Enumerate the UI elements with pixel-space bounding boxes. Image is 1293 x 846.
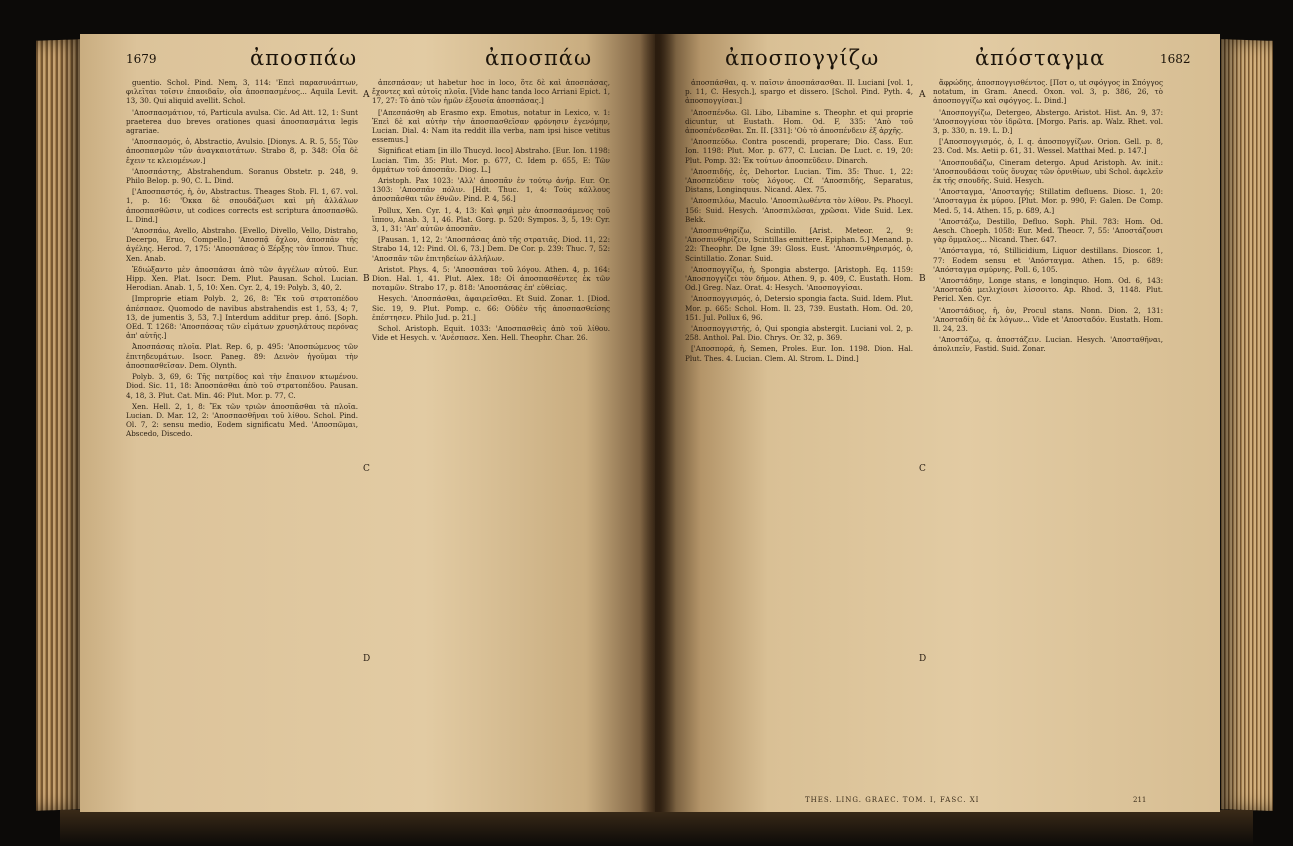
left-page-column-a [126,78,358,786]
column-mark-a: A [363,90,370,100]
entry-paragraph: 'Αποστάζω, Destillo, Defluo. Soph. Phil. 783: Hom. Od. Aesch. Choeph. 1058: Eur. Med. Theocr. 7, 55: 'Αποστάζουσι γὰρ ὅμμαλος... Nicand. Ther. 647. [933,216,1163,245]
entry-paragraph: ['Αποσπορά, ἡ, Semen, Proles. Eur. Ion. 1198. Dion. Hal. Plut. Thes. 4. Lucian. Clem. Al. Strom. L. Dind.] [685,344,913,363]
entry-paragraph: Hesych. 'Αποσπάσθαι, ἀφαιρεῖσθαι. Et Suid. Zonar. 1. [Diod. Sic. 19, 9. Plut. Pomp. c. 66: Οὐδὲν τῆς ἀποσπασθείσης ἐπέστησεν. Philo Jud. p. 21.] [372,294,610,322]
right-page-block-edge [1221,39,1273,811]
entry-paragraph: 'Αποσπογγισμός, ὁ, Detersio spongia facta. Suid. Idem. Plut. Mor. p. 665: Schol. Hom. Il. 23, 739. Eustath. Hom. Od. 20, 151. Jul. Pollux 6, 96. [685,294,913,322]
entry-paragraph: ἀποσπάσθαι, q. v. παῖσιν ἀποσπάσασθαι. II. Luciani [vol. 1, p. 11, C. Hesych.], spargo et dissero. [Schol. Pind. Pyth. 4, ἀποσπογγίσαι.] [685,78,913,106]
entry-paragraph: 'Αποσπάστης, Abstrahendum. Soranus Obstetr. p. 248, 9. Philo Belop. p. 90, C. L. Dind. [126,166,358,186]
entry-paragraph: [Pausan. 1, 12, 2: 'Αποσπάσας ἀπὸ τῆς στρατιᾶς. Diod. 11, 22: Strabo 14, 12: Pind. Ol. 6, 73.] Dem. De Cor. p. 239: Thuc. 7, 52: 'Αποσπᾶν τῶν ἐπιτηδείων ἀλλήλων. [372,235,610,263]
entry-paragraph: ['Αποσπαστός, ἡ, ὁν, Abstractus. Theages Stob. Fl. 1, 67. vol. 1, p. 16: 'Όκκα δὲ σπουδάζωσι καὶ μὴ ἀλλάλων ἀποσπασθῶσιν, ut codices corrects est scriptura ἀποσπασθῶ. L. Dind.] [126,187,358,224]
entry-paragraph: 'Αποστάδην, Longe stans, e longinquo. Hom. Od. 6, 143: 'Αποσταδὰ μειλιχίοισι λίσσοιτο. Ap. Rhod. 3, 1148. Plut. Pericl. Xen. Cyr. [933,276,1163,304]
entry-paragraph: 'Αποσπεύδω. Contra poscendi, properare; Dio. Cass. Eur. Ion. 1198: Plut. Mor. p. 677, C. Lucian. De Luct. c. 19, 20: Plut. Pomp. 32: Ἐκ τούτων ἀποσπεῦδειν. Dinarch. [685,137,913,165]
column-mark-d: D [919,654,927,664]
column-mark-b: B [919,274,926,284]
entry-paragraph: 'Αποσπένδω. Gl. Libo, Libamine s. Theophr. et qui proprie dicuntur, ut Eustath. Hom. Od. F, 335: 'Απὸ τοῦ ἀποσπένδεσθαι. Σπ. II. [331]: 'Οὐ τὸ ἀποσπένδειν ἐξ ἀρχῆς. [685,107,913,136]
entry-paragraph: 'Αποσπασμάτιον, τό, Particula avulsa. Cic. Ad Att. 12, 1: Sunt praeterea duo breves orationes quasi ἀποσπασμάτια legis agrariae. [126,107,358,136]
left-page-block-edge [36,39,82,811]
left-page-number: 1679 [126,52,157,66]
signature-line: THES. LING. GRAEC. TOM. I, FASC. XI [805,796,980,804]
entry-paragraph: Aristoph. Pax 1023: 'Αλλ' ἀποσπᾶν ἐν τούτῳ ἀνήρ. Eur. Or. 1303: 'Αποσπᾶν πόλιν. [Hdt. Thuc. 1, 4: Τοὺς κάλλους ἀποσπᾶσθαι τῶν ἐθνῶν. Pind. P. 4, 56.] [372,176,610,204]
book-cover-bottom [60,810,1253,846]
column-mark-c: C [919,464,926,474]
column-mark-d: D [363,654,371,664]
column-mark-b: B [363,274,370,284]
entry-paragraph: ['Αποσπογγισμός, ὁ, I. q. ἀποσπογγίζων. Orion. Gell. p. 8, 23. Cod. Ms. Aetii p. 61, 31. Wessel. Matthai Med. p. 147.] [933,137,1163,156]
right-page-header [655,46,1220,76]
entry-paragraph: Significat etiam [in illo Thucyd. loco] Abstraho. [Eur. Ion. 1198: Lucian. Tim. 35: Plut. Mor. p. 677, C. Idem p. 655, E: Τῶν ὀμμάτων τοῦ ἀποσπᾶν. Diog. L.] [372,146,610,174]
left-page-running-head: ἀποσπάω [485,46,593,70]
entry-paragraph: 'Αποσπιδής, ἐς, Dehortor. Lucian. Tim. 35: Thuc. 1, 22: 'Αποσπεύδειν τοὺς λόγους. Cf. 'Αποσπιδής, Separatus, Distans, Longinquus. Nicand. Alex. 75. [685,166,913,195]
entry-paragraph: 'Αποσπογγίζω, Detergeo, Abstergo. Aristot. Hist. An. 9, 37: 'Αποσπογγίσαι τὸν ἱδρῶτα. [Morgo. Paris. ap. Walz. Rhet. vol. 3, p. 330, n. 19. L. D.] [933,107,1163,136]
entry-paragraph: Ἐδιώξαντο μὲν ἀποσπάσαι ἀπὸ τῶν ἀγγέλων αὐτοῦ. Eur. Hipp. Xen. Plat. Isocr. Dem. Plut. Pausan. Schol. Lucian. Herodian. Anab. 1, 5, 10: Xen. Cyr. 2, 4, 19: Polyb. 3, 40, 2. [126,264,358,293]
entry-paragraph: 'Απόσταγμα, τό, Stillicidium, Liquor destillans. Dioscor. 1, 77: Eodem sensu et 'Απόσταγμα. Athen. 15, p. 689: 'Απόσταγμα σμύρνης. Poll. 6, 105. [933,246,1163,274]
entry-paragraph: 'Αποσπασμός, ὁ, Abstractio, Avulsio. [Dionys. A. R. 5, 55: Τῶν ἀποσπασμῶν τῶν ἀναγκαιοτάτων. Strabo 8, p. 348: Οἷα δὲ ἔχειν τε κλειομένων.] [126,137,358,165]
entry-paragraph: 'Αποσπογγίζω, ἡ, Spongia abstergo. [Aristoph. Eq. 1159: 'Αποσπογγίζει τὸν δήμον. Athen. 9, p. 409, C. Eustath. Hom. Od.] Greg. Naz. Orat. 4: Hesych. 'Αποσπογγίσαι. [685,264,913,293]
left-page-column-b [372,78,610,786]
entry-paragraph: Xen. Hell. 2, 1, 8: Ἔκ τῶν τριῶν ἀποσπᾶσθαι τὰ πλοῖα. Lucian. D. Mar. 12, 2: 'Αποσπασθῆναι τοῦ λίθου. Schol. Pind. Ol. 7, 2: sensu medio, Eodem significatu Med. 'Αποσπῶμαι, Abscedo, Discedo. [126,401,358,439]
entry-paragraph: 'Αποσπιλόω, Maculo. 'Αποσπιλωθέντα τὸν λίθον. Ps. Phocyl. 156: Suid. Hesych. 'Αποσπιλῶσαι, χρῶσαι. Vide Suid. Lex. Bekk. [685,196,913,224]
entry-paragraph: Pollux, Xen. Cyr. 1, 4, 13: Καὶ φημὶ μὲν ἀποσπασάμενος τοῦ ἵππου, Anab. 3, 1, 46. Plat. Gorg. p. 520: Sympos. 3, 5, 19: Cyr. 3, 1, 31: 'Απ' αὐτῶν ἀποσπᾶν. [372,205,610,234]
entry-paragraph: ἄφρώδης, ἀποσπογγισθέντος. [Ποτ ο, ut σφόγγος in Σπόγγος notatum, in Gram. Anecd. Oxon. vol. 3, p. 386, 26, τὸ ἀποσπογγίζω καὶ σφόγγος. L. Dind.] [933,78,1163,106]
right-page [655,34,1220,812]
signature-number: 211 [1133,796,1147,804]
column-mark-a: A [919,90,926,100]
entry-paragraph: ['Απεσπάσθη ab Erasmo exp. Emotus, notatur in Lexico, v. 1: Ἐπεὶ δὲ καὶ αὐτὴν τὴν ἀποσπασθεῖσαν φρόνησιν ἐγενόμην, Lucian. Dial. 4: Nam ita reddit illa verba, nam ipsi hisce vetitus essemus.] [372,107,610,145]
right-page-headword: ἀπόσταγμα [975,46,1106,70]
entry-paragraph: [Improprie etiam Polyb. 2, 26, 8: Ἔκ τοῦ στρατοπέδου ἀπέσπασε. Quomodo de navibus abstrahendis est 1, 53, 4; 7, 13, de jumentis 3, 53, 7.] Interdum additur prep. ἀπό. [Soph. OEd. T. 1268: 'Αποσπάσας τῶν εἱμάτων χρυσηλάτους περόνας ἀπ' αὐτῆς.] [126,294,358,341]
entry-paragraph: 'Αποσπάω, Avello, Abstraho. [Evello, Divello, Vello, Distraho, Decerpo, Eruo, Compello.] 'Αποσπᾷ ὄχλον, ἀποσπᾶν τῆς ἀγέλης. Herod. 7, 175: 'Αποσπάσας ὁ Ξέρξης τὸν ἵππον. Thuc. Xen. Anab. [126,226,358,263]
entry-paragraph: 'Αποσταγμα, 'Αποσταγής; Stillatim defluens. Diosc. 1, 20: 'Αποσταγμα ἐκ μύρου. [Plut. Mor. p. 990, F: Galen. De Comp. Med. 5, 14. Athen. 15, p. 689, A.] [933,187,1163,215]
book-gutter [640,34,676,812]
entry-paragraph: 'Αποσπινθηρίζω, Scintillo. [Arist. Meteor. 2, 9: 'Αποσπινθηρίζειν, Scintillas emittere. Epiphan. 5.] Menand. p. 22: Theophr. De Igne 39: Gloss. Eust. 'Αποσπινθηρισμός, ὁ, Scintillatio. Zonar. Suid. [685,226,913,263]
column-mark-c: C [363,464,370,474]
left-page-headword: ἀποσπάω [250,46,358,70]
entry-paragraph: Polyb. 3, 69, 6: Τῆς πατρίδος καὶ τὴν ἔπαινον κτωμένου. Diod. Sic. 11, 18: Ἀποσπάσθαι ἀπὸ τοῦ στρατοπέδου. Pausan. 4, 18, 3. Plut. Cat. Min. 46: Plut. Mor. p. 77, C. [126,372,358,400]
right-page-number: 1682 [1160,52,1191,66]
entry-paragraph: ἀπεσπάσαν; ut habetur hoc in loco, ὅτε δὲ καὶ ἀποσπάσας, ἔχοντες καὶ αὐτοῖς πλοῖα. [Vide hanc tanda loco Arriani Epict. 1, 17, 27: Τὸ ἀπὸ τῶν ἡμῶν ἐξουσία ἀποσπάσας.] [372,78,610,106]
left-page [80,34,655,812]
left-page-header [80,46,655,76]
entry-paragraph: 'Αποσπογγιστής, ὁ, Qui spongia abstergit. Luciani vol. 2, p. 258. Anthol. Pal. Dio. Chrys. Or. 32, p. 369. [685,324,913,343]
entry-paragraph: Aristot. Phys. 4, 5: 'Αποσπάσαι τοῦ λόγου. Athen. 4, p. 164: Dion. Hal. 1, 41. Plut. Alex. 18: Οἱ ἀποσπασθέντες ἐκ τῶν ποταμῶν. Strabo 17, p. 818: 'Αποσπάσας ἐπ' εὐθείας. [372,264,610,293]
right-page-column-c [685,78,913,786]
entry-paragraph: 'Αποσπουδάζω, Cineram detergo. Apud Aristoph. Av. init.: 'Αποσπουδάσαι τοῦς ὄνυχας τῶν ὀρνιθίων, ubi Schol. ἀφελεῖν ἐκ τῆς σπουδῆς. Suid. Hesych. [933,157,1163,186]
entry-paragraph: Ἀποσπάσας πλοῖα. Plat. Rep. 6, p. 495: 'Αποσπώμενος τῶν ἐπιτηδευμάτων. Isocr. Paneg. 89: Δεινὸν ἡγοῦμαι τὴν ἀποσπασθεῖσαν. Dem. Olynth. [126,342,358,370]
entry-paragraph: 'Αποστάδιος, ἡ, ὁν, Procul stans. Nonn. Dion. 2, 131: 'Αποσταδίη δὲ ἐκ λόγων... Vide et 'Αποσταδόν. Eustath. Hom. Il. 24, 23. [933,305,1163,334]
entry-paragraph: guentio. Schol. Pind. Nem. 3, 114: 'Επεὶ παρασυνάπτων, φιλεῖται τοῖσιν ἐπαοιδαῖν, οἷα ἀποσπασμένος... Aquila Levit. 13, 30. Qui aliquid avellit. Schol. [126,78,358,106]
right-page-column-d [933,78,1163,786]
entry-paragraph: 'Αποστάζω, q. ἀποστάζειν. Lucian. Hesych. 'Αποσταθῆναι, ἀπολιπεῖν, Fastid. Suid. Zonar. [933,335,1163,354]
right-page-running-head: ἀποσπογγίζω [725,46,880,70]
entry-paragraph: Schol. Aristoph. Equit. 1033: 'Αποσπασθεὶς ἀπὸ τοῦ λίθου. Vide et Hesych. v. 'Ανέσπασε. Xen. Hell. Theophr. Char. 26. [372,324,610,343]
